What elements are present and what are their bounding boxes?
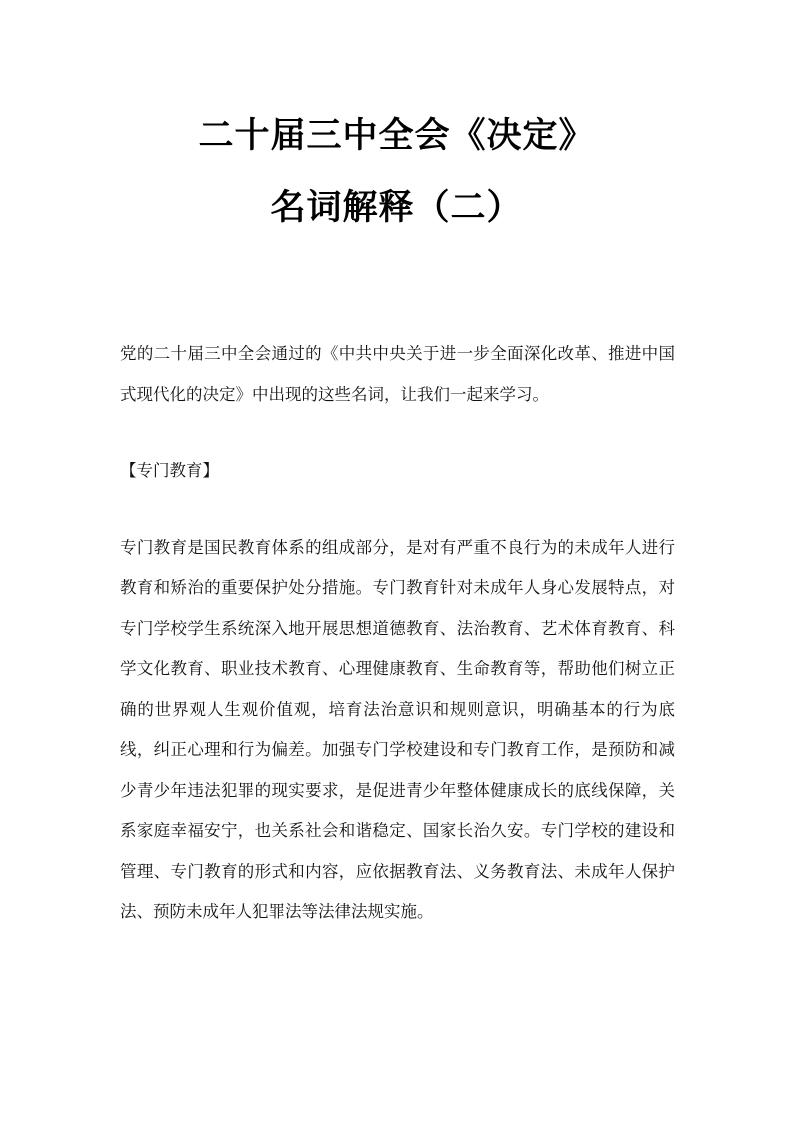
title-line-1: 二十届三中全会《决定》 <box>198 116 595 156</box>
section-heading: 【专门教育】 <box>120 461 219 480</box>
intro-paragraph: 党的二十届三中全会通过的《中共中央关于进一步全面深化改革、推进中国式现代化的决定》中出现的这些名词，让我们一起来学习。 <box>120 344 675 404</box>
document-body <box>120 334 675 933</box>
title-line-2: 名词解释（二） <box>270 188 523 228</box>
section-body-paragraph: 专门教育是国民教育体系的组成部分，是对有严重不良行为的未成年人进行教育和矫治的重要保护处分措施。专门教育针对未成年人身心发展特点，对专门学校学生系统深入地开展思想道德教育、法治教育、艺术体育教育、科学文化教育、职业技术教育、心理健康教育、生命教育等，帮助他们树立正确的世界观人生观价值观，培育法治意识和规则意识，明确基本的行为底线，纠正心理和行为偏差。加强专门学校建设和专门教育工作，是预防和减少青少年违法犯罪的现实要求，是促进青少年整体健康成长的底线保障，关系家庭幸福安宁，也关系社会和谐稳定、国家长治久安。专门学校的建设和管理、专门教育的形式和内容，应依据教育法、义务教育法、未成年人保护法、预防未成年人犯罪法等法律法规实施。 <box>120 537 675 921</box>
document-title <box>0 100 793 244</box>
